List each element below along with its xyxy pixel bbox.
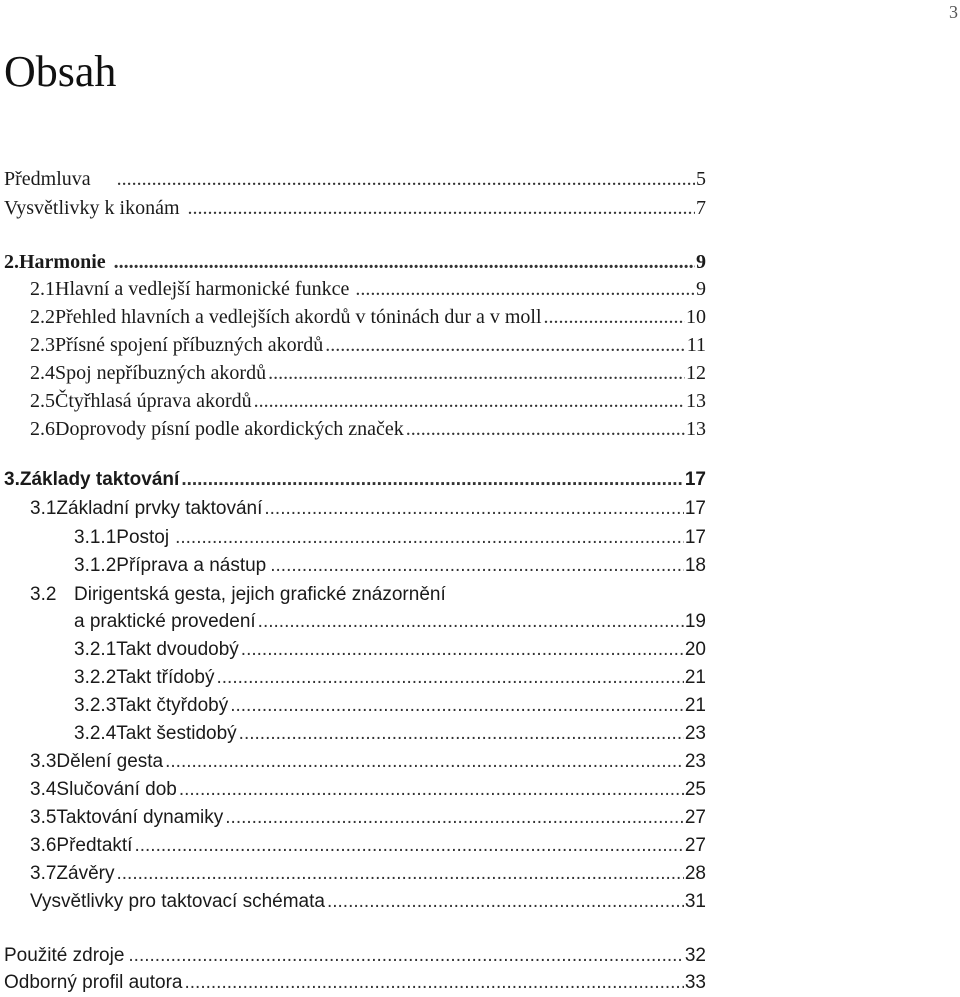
- toc-entry-page: 7: [696, 197, 706, 219]
- toc-entry-2-6[interactable]: [30, 416, 706, 442]
- toc-entry-page: 19: [684, 611, 706, 632]
- toc-entry-label: Příprava a nástup: [116, 555, 267, 576]
- toc-entry-2-5[interactable]: [30, 388, 706, 414]
- toc-entry-number: 3.1: [30, 498, 57, 519]
- toc-leader-dots: [264, 496, 684, 522]
- toc-leader-dots: [270, 553, 684, 579]
- toc-entry-page: 12: [686, 362, 706, 384]
- toc-leader-dots: [230, 693, 684, 719]
- toc-entry-page: 21: [684, 667, 706, 688]
- toc-entry-number: 2.6: [30, 418, 55, 440]
- toc-entry-label: Takt třídobý: [116, 667, 215, 688]
- toc-entry-page: 27: [684, 835, 706, 856]
- toc-entry-label: Vysvětlivky k ikonám: [4, 197, 180, 219]
- toc-entry-page: 5: [696, 168, 706, 190]
- toc-leader-dots: [268, 360, 685, 386]
- toc-leader-dots: [327, 889, 684, 915]
- toc-entry-3-1-1[interactable]: [74, 525, 706, 551]
- toc-entry-number: 3.2.3: [74, 695, 117, 716]
- toc-entry-vysvetlivky-schemata[interactable]: [30, 889, 706, 915]
- toc-entry-page: 10: [686, 306, 706, 328]
- toc-entry-page: 32: [684, 945, 706, 966]
- toc-entry-2-1[interactable]: [30, 276, 706, 302]
- toc-entry-number: 3.1.2: [74, 555, 117, 576]
- toc-entry-3-1-2[interactable]: [74, 553, 706, 579]
- toc-entry-label: Vysvětlivky pro taktovací schémata: [30, 891, 325, 912]
- toc-entry-pouzite-zdroje[interactable]: [4, 943, 706, 969]
- toc-leader-dots: [239, 721, 684, 747]
- toc-leader-dots: [188, 195, 695, 221]
- toc-entry-3-2-cont[interactable]: [74, 609, 706, 635]
- toc-entry-label: Základy taktování: [19, 469, 180, 490]
- toc-entry-number: 3.1.1: [74, 527, 117, 548]
- toc-entry-vysvetlivky-ikonam[interactable]: [4, 195, 706, 221]
- toc-entry-number: 2.3: [30, 334, 55, 356]
- toc-entry-3-2-4[interactable]: [74, 721, 706, 747]
- toc-leader-dots: [117, 861, 684, 887]
- toc-entry-label: Postoj: [116, 527, 170, 548]
- toc-leader-dots: [254, 388, 685, 414]
- toc-leader-dots: [179, 777, 684, 803]
- toc-entry-page: 23: [684, 723, 706, 744]
- toc-entry-page: 17: [684, 527, 706, 548]
- toc-entry-page: 28: [684, 863, 706, 884]
- toc-entry-page: 9: [696, 251, 706, 273]
- toc-leader-dots: [406, 416, 685, 442]
- toc-leader-dots: [258, 609, 684, 635]
- toc-entry-page: 9: [696, 278, 706, 300]
- toc-entry-2-2[interactable]: [30, 304, 706, 330]
- toc-entry-number: 3.2: [30, 584, 57, 605]
- toc-entry-3-1[interactable]: [30, 496, 706, 522]
- toc-entry-3-6[interactable]: [30, 833, 706, 859]
- toc-entry-number: 3.6: [30, 835, 57, 856]
- toc-entry-number: 3.5: [30, 807, 57, 828]
- toc-entry-label: Odborný profil autora: [4, 972, 183, 993]
- toc-entry-3-2-2[interactable]: [74, 665, 706, 691]
- toc-entry-page: 17: [684, 469, 706, 490]
- toc-entry-3-4[interactable]: [30, 777, 706, 803]
- toc-entry-page: 27: [684, 807, 706, 828]
- toc-entry-label: Spoj nepříbuzných akordů: [55, 362, 267, 384]
- toc-entry-label: Takt dvoudobý: [116, 639, 239, 660]
- toc-entry-page: 31: [684, 891, 706, 912]
- toc-entry-label: Taktování dynamiky: [56, 807, 224, 828]
- toc-entry-page: 21: [684, 695, 706, 716]
- toc-entry-label: Dělení gesta: [56, 751, 164, 772]
- toc-leader-dots: [175, 525, 684, 551]
- toc-entry-number: 3.7: [30, 863, 57, 884]
- toc-entry-number: 2.2: [30, 306, 55, 328]
- toc-entry-number: 3.4: [30, 779, 57, 800]
- toc-entry-label: Slučování dob: [56, 779, 177, 800]
- toc-entry-label: Použité zdroje: [4, 945, 125, 966]
- toc-leader-dots: [185, 970, 684, 996]
- toc-leader-dots: [355, 276, 695, 302]
- toc-entry-label: Předmluva: [4, 168, 91, 190]
- toc-entry-page: 17: [684, 498, 706, 519]
- toc-entry-page: 25: [684, 779, 706, 800]
- toc-entry-number: 2.5: [30, 390, 55, 412]
- toc-entry-3-2-1[interactable]: [74, 637, 706, 663]
- toc-entry-3-3[interactable]: [30, 749, 706, 775]
- toc-entry-number: 2.4: [30, 362, 55, 384]
- toc-leader-dots: [216, 665, 683, 691]
- toc-entry-3-5[interactable]: [30, 805, 706, 831]
- toc-leader-dots: [241, 637, 684, 663]
- toc-leader-dots: [325, 332, 685, 358]
- toc-entry-number: 3.2.4: [74, 723, 117, 744]
- toc-leader-dots: [134, 833, 683, 859]
- toc-entry-page: 20: [684, 639, 706, 660]
- toc-entry-page: 11: [686, 334, 706, 356]
- toc-entry-page: 13: [686, 418, 706, 440]
- toc-entry-number: 3.3: [30, 751, 57, 772]
- toc-entry-label: Čtyřhlasá úprava akordů: [55, 390, 252, 412]
- toc-entry-2-3[interactable]: [30, 332, 706, 358]
- toc-leader-dots: [114, 249, 695, 275]
- toc-entry-2-4[interactable]: [30, 360, 706, 386]
- toc-entry-label: Přehled hlavních a vedlejších akordů v tóninách dur a v moll: [55, 306, 542, 328]
- toc-leader-dots: [165, 749, 684, 775]
- toc-chapter-harmonie[interactable]: [4, 249, 706, 275]
- toc-entry-label: Doprovody písní podle akordických značek: [55, 418, 404, 440]
- toc-entry-odborny-profil[interactable]: [4, 970, 706, 996]
- toc-leader-dots: [128, 943, 683, 969]
- toc-entry-3-7[interactable]: [30, 861, 706, 887]
- toc-entry-number: 3.2.2: [74, 667, 117, 688]
- toc-entry-number: 2.1: [30, 278, 55, 300]
- page-title: Obsah: [4, 47, 117, 96]
- toc-entry-predmluva[interactable]: [4, 166, 706, 192]
- toc-entry-label: a praktické provedení: [74, 611, 256, 632]
- toc-entry-number: 2.: [4, 251, 19, 273]
- toc-chapter-zaklady-taktovani[interactable]: [4, 467, 706, 493]
- toc-entry-label: Harmonie: [19, 251, 106, 273]
- toc-entry-3-2[interactable]: [30, 582, 706, 608]
- toc-leader-dots: [544, 304, 685, 330]
- toc-entry-3-2-3[interactable]: [74, 693, 706, 719]
- toc-entry-page: 13: [686, 390, 706, 412]
- toc-leader-dots: [225, 805, 684, 831]
- toc-entry-label: Takt čtyřdobý: [116, 695, 229, 716]
- toc-entry-label: Dirigentská gesta, jejich grafické znázornění: [74, 584, 446, 605]
- toc-entry-number: 3.2.1: [74, 639, 117, 660]
- toc-entry-number: 3.: [4, 469, 20, 490]
- page-number: 3: [949, 2, 958, 22]
- toc-entry-page: 23: [684, 751, 706, 772]
- toc-entry-page: 33: [684, 972, 706, 993]
- toc-leader-dots: [181, 467, 684, 493]
- toc-entry-label: Takt šestidobý: [116, 723, 237, 744]
- toc-entry-label: Závěry: [56, 863, 115, 884]
- toc-entry-page: 18: [684, 555, 706, 576]
- toc-entry-label: Předtaktí: [56, 835, 133, 856]
- toc-leader-dots: [117, 166, 695, 192]
- toc-entry-label: Základní prvky taktování: [56, 498, 263, 519]
- toc-entry-label: Hlavní a vedlejší harmonické funkce: [55, 278, 350, 300]
- toc-entry-label: Přísné spojení příbuzných akordů: [55, 334, 324, 356]
